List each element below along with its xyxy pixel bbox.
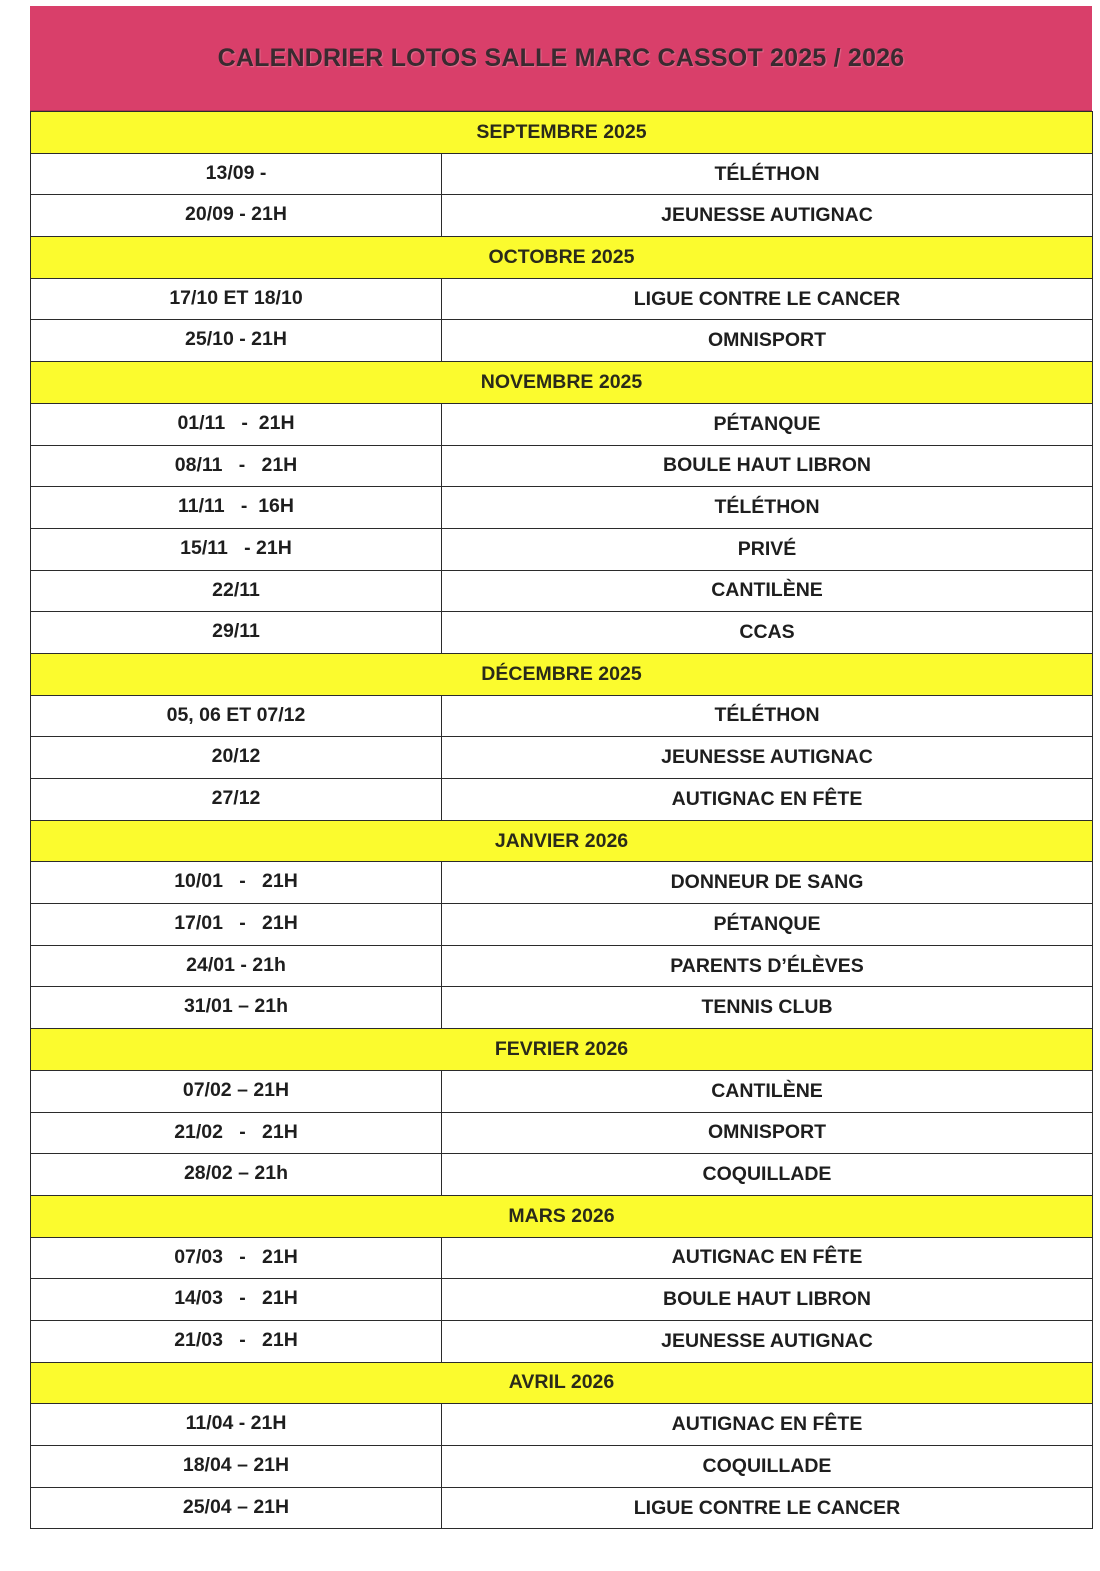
event-date: 07/02 – 21H [31,1070,442,1112]
event-row [31,487,1093,529]
event-row [31,945,1093,987]
month-header: JANVIER 2026 [31,820,1093,862]
event-date: 27/12 [31,779,442,821]
event-row [31,737,1093,779]
event-row [31,195,1093,237]
event-organizer: COQUILLADE [442,1154,1093,1196]
event-row [31,1320,1093,1362]
page-title: CALENDRIER LOTOS SALLE MARC CASSOT 2025 / 2026 [217,43,905,72]
event-date: 29/11 [31,612,442,654]
event-row [31,570,1093,612]
event-row [31,1279,1093,1321]
event-date: 14/03 - 21H [31,1279,442,1321]
event-row [31,1446,1093,1488]
event-date: 22/11 [31,570,442,612]
event-date: 25/10 - 21H [31,320,442,362]
event-date: 13/09 - [31,153,442,195]
event-organizer: DONNEUR DE SANG [442,862,1093,904]
month-header: FEVRIER 2026 [31,1029,1093,1071]
event-organizer: BOULE HAUT LIBRON [442,1279,1093,1321]
event-organizer: TÉLÉTHON [442,153,1093,195]
event-organizer: AUTIGNAC EN FÊTE [442,779,1093,821]
event-organizer: CCAS [442,612,1093,654]
calendar-body [31,112,1093,1529]
month-header-row [31,1195,1093,1237]
event-date: 18/04 – 21H [31,1446,442,1488]
month-header-row [31,820,1093,862]
event-row [31,695,1093,737]
event-date: 07/03 - 21H [31,1237,442,1279]
month-header: AVRIL 2026 [31,1362,1093,1404]
event-row [31,1404,1093,1446]
event-row [31,1112,1093,1154]
event-row [31,1487,1093,1529]
event-date: 21/02 - 21H [31,1112,442,1154]
event-organizer: TÉLÉTHON [442,487,1093,529]
month-header: SEPTEMBRE 2025 [31,112,1093,154]
event-organizer: PÉTANQUE [442,904,1093,946]
event-organizer: JEUNESSE AUTIGNAC [442,737,1093,779]
event-organizer: COQUILLADE [442,1446,1093,1488]
event-row [31,862,1093,904]
month-header-row [31,1362,1093,1404]
event-date: 25/04 – 21H [31,1487,442,1529]
event-organizer: PRIVÉ [442,528,1093,570]
event-row [31,153,1093,195]
event-organizer: JEUNESSE AUTIGNAC [442,195,1093,237]
event-date: 24/01 - 21h [31,945,442,987]
event-row [31,403,1093,445]
month-header-row [31,1029,1093,1071]
event-date: 01/11 - 21H [31,403,442,445]
event-date: 20/12 [31,737,442,779]
event-organizer: LIGUE CONTRE LE CANCER [442,1487,1093,1529]
event-date: 08/11 - 21H [31,445,442,487]
event-organizer: AUTIGNAC EN FÊTE [442,1237,1093,1279]
event-row [31,528,1093,570]
event-row [31,1237,1093,1279]
event-organizer: AUTIGNAC EN FÊTE [442,1404,1093,1446]
event-organizer: LIGUE CONTRE LE CANCER [442,278,1093,320]
event-organizer: JEUNESSE AUTIGNAC [442,1320,1093,1362]
month-header-row [31,653,1093,695]
event-date: 17/10 ET 18/10 [31,278,442,320]
month-header: DÉCEMBRE 2025 [31,653,1093,695]
event-row [31,320,1093,362]
event-organizer: CANTILÈNE [442,570,1093,612]
month-header: OCTOBRE 2025 [31,237,1093,279]
month-header-row [31,362,1093,404]
event-row [31,987,1093,1029]
event-row [31,904,1093,946]
event-row [31,278,1093,320]
event-organizer: PÉTANQUE [442,403,1093,445]
title-banner [30,6,1092,111]
event-date: 10/01 - 21H [31,862,442,904]
calendar-page [30,6,1092,1529]
event-row [31,779,1093,821]
event-row [31,1070,1093,1112]
event-organizer: TENNIS CLUB [442,987,1093,1029]
event-date: 21/03 - 21H [31,1320,442,1362]
event-organizer: TÉLÉTHON [442,695,1093,737]
event-organizer: PARENTS D’ÉLÈVES [442,945,1093,987]
month-header-row [31,112,1093,154]
event-date: 15/11 - 21H [31,528,442,570]
event-row [31,445,1093,487]
event-row [31,612,1093,654]
event-date: 17/01 - 21H [31,904,442,946]
event-date: 20/09 - 21H [31,195,442,237]
event-date: 31/01 – 21h [31,987,442,1029]
event-row [31,1154,1093,1196]
event-organizer: OMNISPORT [442,1112,1093,1154]
month-header-row [31,237,1093,279]
month-header: MARS 2026 [31,1195,1093,1237]
event-organizer: CANTILÈNE [442,1070,1093,1112]
event-date: 11/11 - 16H [31,487,442,529]
event-date: 28/02 – 21h [31,1154,442,1196]
event-date: 11/04 - 21H [31,1404,442,1446]
month-header: NOVEMBRE 2025 [31,362,1093,404]
event-organizer: BOULE HAUT LIBRON [442,445,1093,487]
event-date: 05, 06 ET 07/12 [31,695,442,737]
event-organizer: OMNISPORT [442,320,1093,362]
calendar-table [30,111,1093,1529]
